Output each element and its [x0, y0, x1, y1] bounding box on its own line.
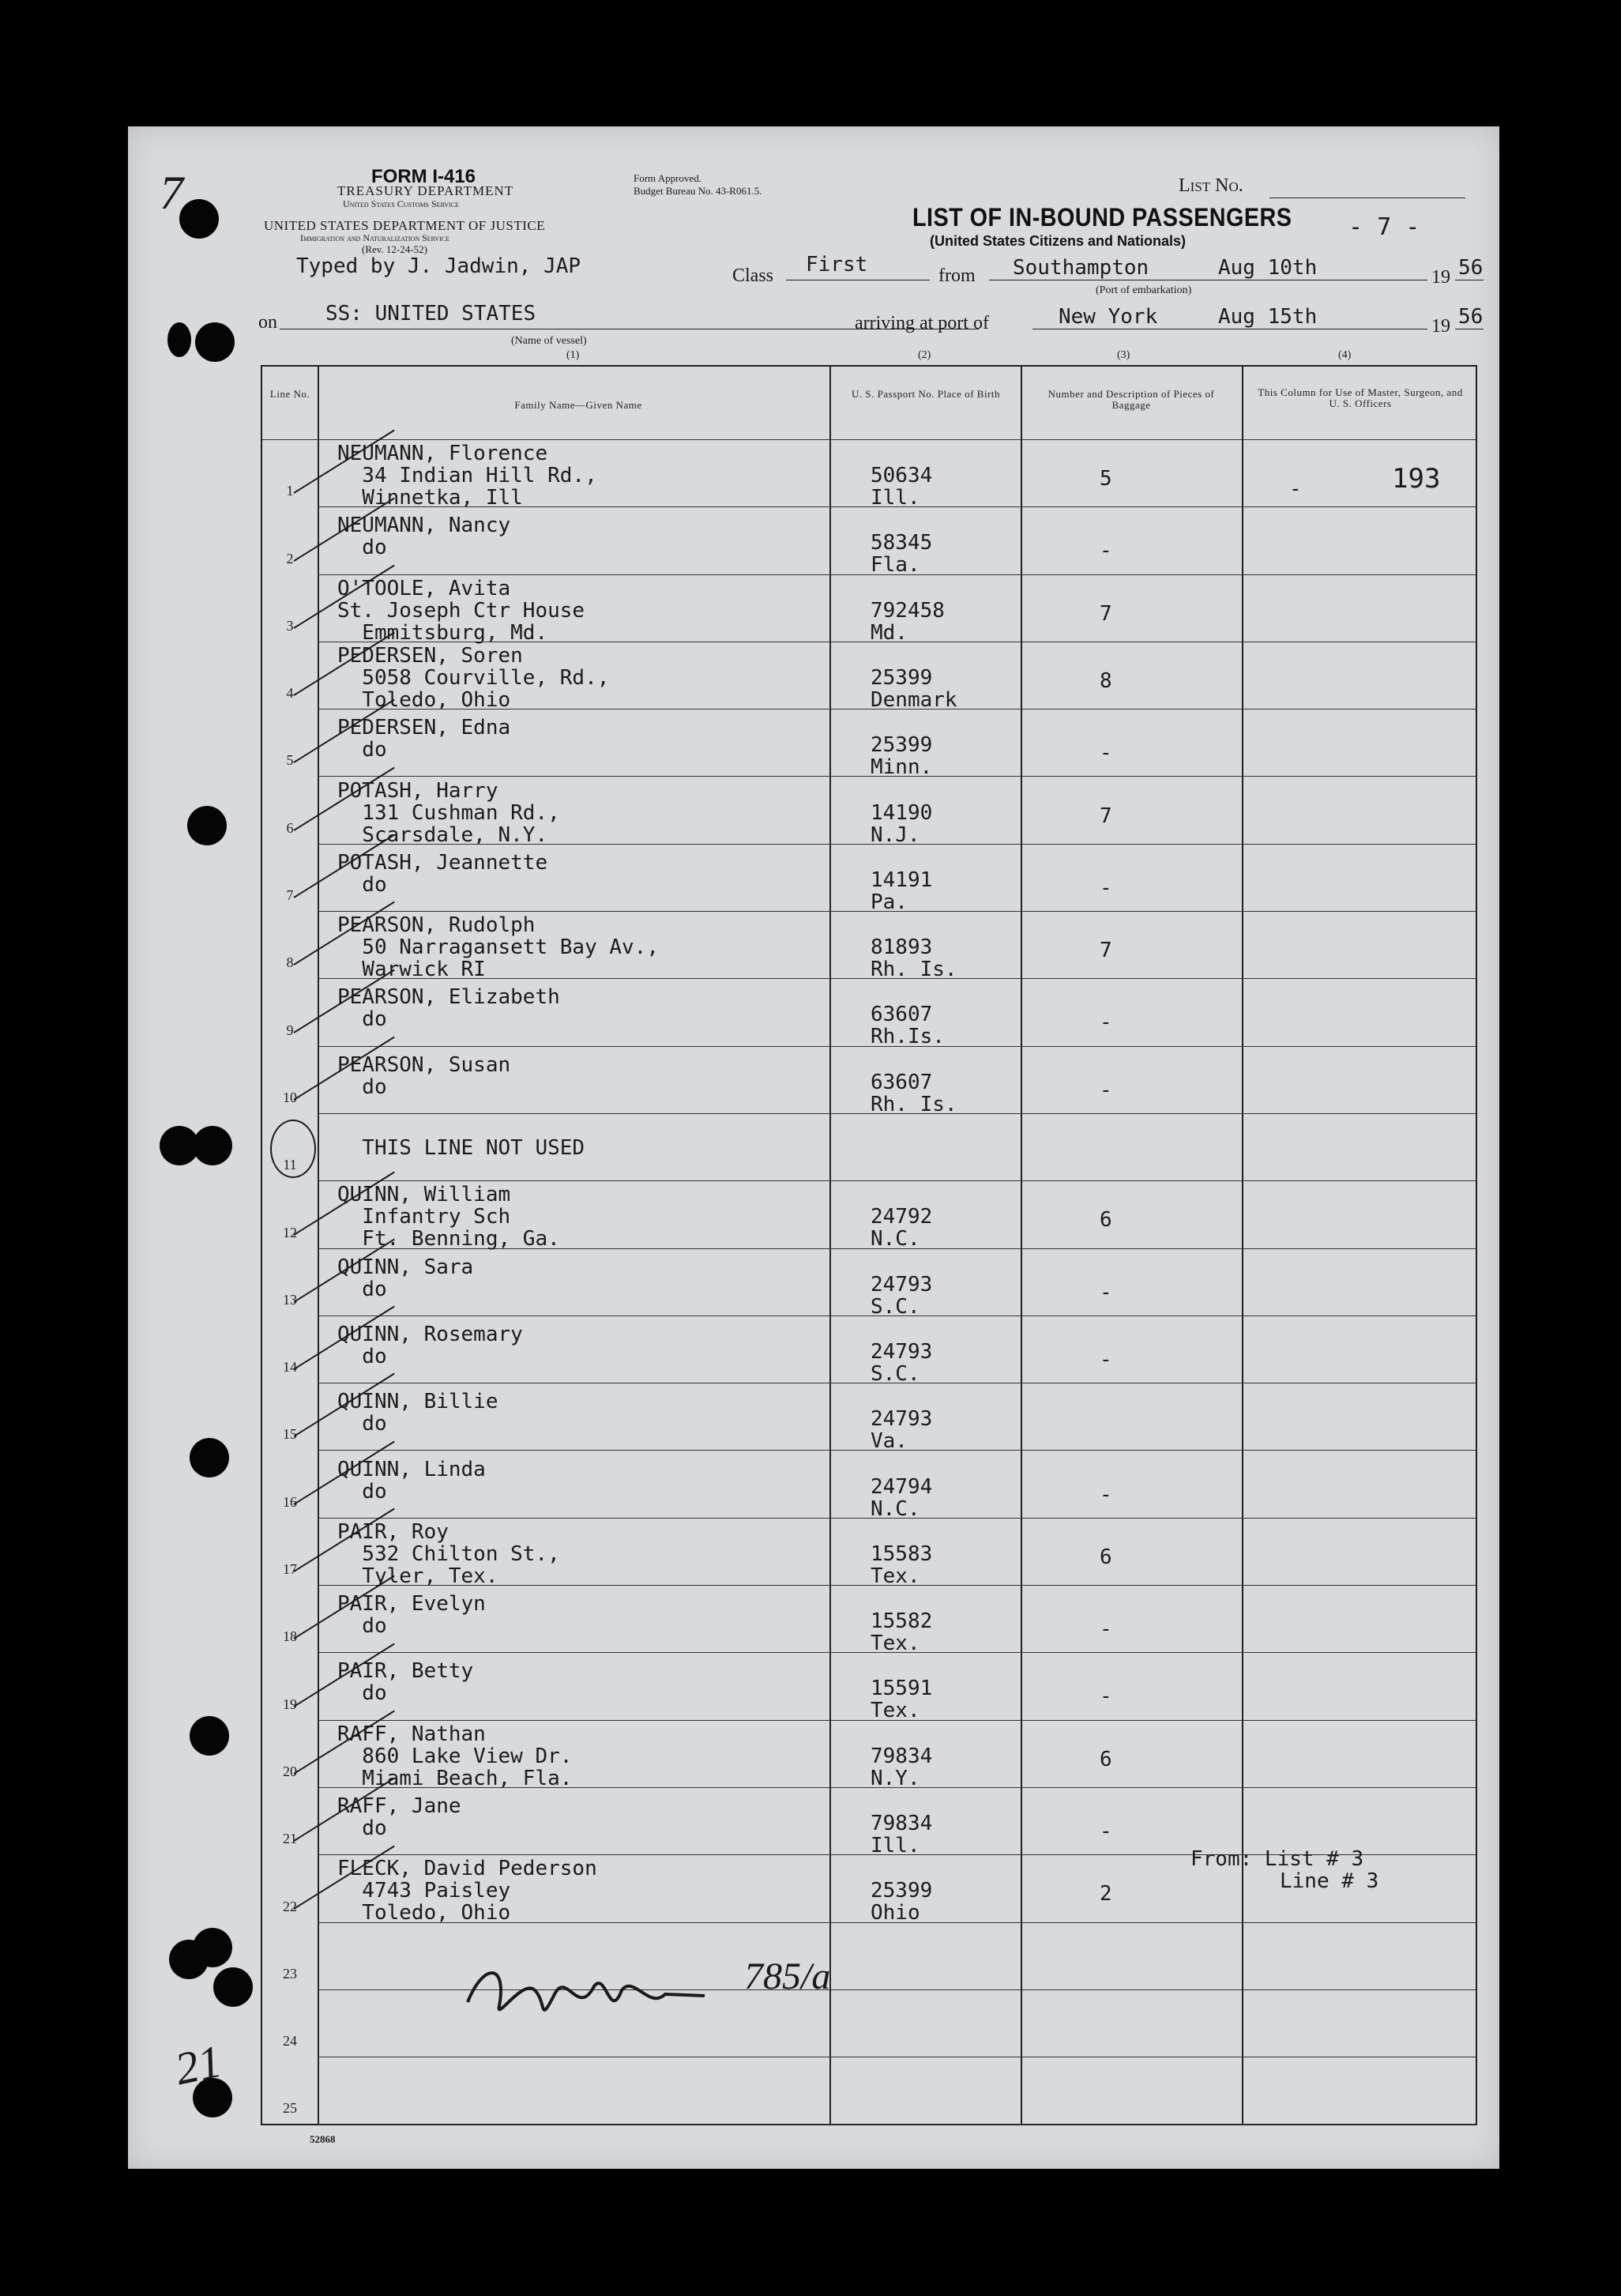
table-row [262, 1113, 1476, 1180]
passenger-address: do [337, 1344, 387, 1368]
passenger-name: PAIR, Betty [337, 1659, 474, 1684]
page-marker: - 7 - [1348, 213, 1420, 241]
passenger-name: THIS LINE NOT USED [337, 1136, 585, 1160]
col-num-2: (2) [918, 349, 931, 361]
line-number: 19 [283, 1696, 297, 1712]
passport-number: 25399 [871, 665, 933, 690]
baggage-count: 6 [1100, 1208, 1112, 1233]
vessel-caption: (Name of vessel) [511, 335, 587, 347]
baggage-count: - [1100, 875, 1112, 900]
passenger-address: Miami Beach, Fla. [337, 1766, 573, 1790]
place-of-birth: Ill. [871, 486, 920, 510]
place-of-birth: Md. [871, 620, 908, 645]
passport-number: 25399 [871, 1879, 933, 1903]
form-id: FORM I-416 [371, 166, 476, 187]
passenger-name: QUINN, William [337, 1183, 511, 1207]
passenger-name: PEARSON, Rudolph [337, 913, 536, 938]
passenger-address: Toledo, Ohio [337, 1901, 511, 1925]
passenger-address: Scarsdale, N.Y. [337, 822, 548, 847]
year-prefix: 19 [1431, 267, 1450, 288]
passenger-name: RAFF, Jane [337, 1794, 461, 1818]
baggage-count: 6 [1100, 1747, 1112, 1771]
place-of-birth: Ill. [871, 1834, 920, 1858]
passport-number: 79834 [871, 1744, 933, 1768]
line-number: 7 [286, 887, 294, 904]
passenger-name: NEUMANN, Florence [337, 442, 548, 465]
baggage-count: 7 [1100, 601, 1112, 626]
dept-treasury-sub: United States Customs Service [343, 198, 459, 209]
passenger-address: Ft. Benning, Ga. [337, 1227, 560, 1252]
header-officers: This Column for Use of Master, Surgeon, and U. S. Officers [1258, 386, 1463, 409]
dept-treasury: TREASURY DEPARTMENT [337, 183, 514, 198]
passenger-address: do [337, 1277, 387, 1301]
passenger-address: Toledo, Ohio [337, 687, 511, 712]
line-number: 10 [283, 1089, 297, 1105]
baggage-count: - [1100, 1684, 1112, 1709]
passenger-address: Warwick RI [337, 958, 486, 982]
passenger-name: FLECK, David Pederson [337, 1857, 597, 1881]
on-label: on [258, 312, 277, 333]
passport-number: 24793 [871, 1407, 933, 1432]
line-number: 12 [283, 1224, 297, 1240]
passport-number: 14190 [871, 800, 933, 825]
place-of-birth: Tex. [871, 1632, 920, 1656]
baggage-count: - [1100, 1617, 1112, 1642]
arrival-port: New York [1059, 305, 1158, 329]
passenger-address: do [337, 1075, 387, 1099]
signature-scribble [460, 1947, 902, 2034]
row-rule [318, 2124, 1476, 2125]
embarkation-date: Aug 10th [1218, 256, 1318, 280]
passport-number: 50634 [871, 464, 933, 487]
line-number: 23 [283, 1965, 297, 1982]
page-title: LIST OF IN-BOUND PASSENGERS [912, 203, 1292, 231]
passenger-name: PEARSON, Susan [337, 1052, 511, 1077]
budget-bureau-no: Budget Bureau No. 43-R061.5. [634, 185, 762, 197]
baggage-count: - [1100, 1011, 1112, 1035]
port-embarkation-caption: (Port of embarkation) [1096, 284, 1192, 296]
passenger-name: PEDERSEN, Soren [337, 643, 523, 668]
passenger-address: 532 Chilton St., [337, 1541, 560, 1566]
place-of-birth: Denmark [871, 687, 957, 712]
line-number: 16 [283, 1493, 297, 1510]
baggage-count: - [1100, 1347, 1112, 1372]
class-value: First [806, 253, 868, 277]
passenger-address: 131 Cushman Rd., [337, 800, 560, 825]
passenger-address: Winnetka, Ill [337, 486, 523, 510]
place-of-birth: N.J. [871, 822, 920, 847]
table-row [262, 1652, 1476, 1723]
place-of-birth: Fla. [871, 553, 920, 578]
arrival-date: Aug 15th [1218, 305, 1318, 329]
binder-hole [190, 1716, 229, 1756]
passport-number: 58345 [871, 531, 933, 555]
table-row [262, 1720, 1476, 1790]
line-number: 25 [283, 2100, 297, 2117]
table-row [262, 1787, 1476, 1858]
table-row [262, 709, 1476, 780]
line-number: 22 [283, 1898, 297, 1914]
corner-handwritten-mark: 7 [160, 167, 183, 219]
header-baggage: Number and Description of Pieces of Baggage [1047, 388, 1215, 411]
list-no-field[interactable] [1269, 175, 1465, 198]
place-of-birth: Pa. [871, 890, 908, 914]
place-of-birth: N.C. [871, 1227, 920, 1252]
place-of-birth: S.C. [871, 1294, 920, 1319]
binder-hole [195, 322, 235, 362]
passenger-name: POTASH, Harry [337, 778, 498, 803]
baggage-count: 6 [1100, 1545, 1112, 1569]
signature-fraction: 785/a [744, 1955, 831, 1997]
binder-hole [193, 1126, 232, 1165]
place-of-birth: Va. [871, 1429, 908, 1454]
line-number: 9 [286, 1022, 294, 1038]
binder-hole [187, 806, 227, 845]
year-value-arrival: 56 [1458, 305, 1484, 329]
line-number: 6 [286, 819, 294, 836]
table-row [262, 911, 1476, 982]
officer-number: 193 [1392, 463, 1441, 495]
table-row [262, 1046, 1476, 1116]
table-row [262, 1315, 1476, 1386]
baggage-count: 7 [1100, 804, 1112, 828]
passport-number: 792458 [871, 598, 945, 623]
passenger-address: 34 Indian Hill Rd., [337, 464, 597, 487]
passenger-name: QUINN, Linda [337, 1457, 486, 1481]
passenger-table [261, 365, 1477, 2125]
passenger-address: do [337, 1681, 387, 1706]
passport-number: 25399 [871, 733, 933, 758]
baggage-count: - [1100, 1280, 1112, 1304]
passenger-address: Infantry Sch [337, 1205, 511, 1229]
typed-by: Typed by J. Jadwin, JAP [296, 254, 581, 278]
line-number: 4 [286, 685, 294, 702]
line-number: 2 [286, 550, 294, 566]
line-number: 1 [286, 483, 294, 499]
baggage-count: - [1100, 741, 1112, 766]
passport-number: 79834 [871, 1812, 933, 1835]
line-number: 5 [286, 752, 294, 769]
passenger-name: QUINN, Billie [337, 1390, 498, 1414]
baggage-count: 2 [1100, 1882, 1112, 1906]
place-of-birth: Rh. Is. [871, 1092, 957, 1116]
passenger-address: do [337, 738, 387, 762]
table-row [262, 1248, 1476, 1319]
passport-number: 15583 [871, 1541, 933, 1566]
passport-number: 63607 [871, 1003, 933, 1027]
line-number: 14 [283, 1359, 297, 1376]
line-number: 8 [286, 954, 294, 971]
year-value: 56 [1458, 256, 1484, 280]
revision-date: (Rev. 12-24-52) [362, 243, 427, 255]
line-number: 20 [283, 1763, 297, 1779]
table-row [262, 2057, 1476, 2124]
place-of-birth: Rh.Is. [871, 1025, 945, 1049]
margin-handwritten-note: 21 [170, 2034, 227, 2095]
passenger-address: 50 Narragansett Bay Av., [337, 935, 659, 960]
passenger-address: Tyler, Tex. [337, 1564, 498, 1588]
line-number: 18 [283, 1628, 297, 1645]
place-of-birth: N.C. [871, 1496, 920, 1521]
passenger-address: 860 Lake View Dr. [337, 1744, 573, 1768]
table-row [262, 844, 1476, 914]
baggage-count: - [1100, 1482, 1112, 1507]
year-prefix-arrival: 19 [1431, 316, 1450, 337]
line-number: 13 [283, 1291, 297, 1308]
table-row [262, 777, 1476, 847]
passenger-address: do [337, 872, 387, 897]
page-subtitle: (United States Citizens and Nationals) [930, 233, 1187, 249]
binder-hole [190, 1438, 229, 1477]
passenger-address: do [337, 1614, 387, 1639]
table-row [262, 1518, 1476, 1588]
passenger-address: do [337, 1007, 387, 1032]
passenger-name: PEARSON, Elizabeth [337, 985, 560, 1010]
passport-number: 14191 [871, 868, 933, 892]
header-line-no: Line No. [269, 388, 310, 400]
passenger-name: RAFF, Nathan [337, 1722, 486, 1746]
table-row [262, 1585, 1476, 1656]
place-of-birth: Tex. [871, 1564, 920, 1588]
col-num-1: (1) [566, 349, 580, 361]
line-number: 15 [283, 1426, 297, 1443]
passenger-address: 4743 Paisley [337, 1879, 511, 1903]
from-line-note: Line # 3 [1280, 1869, 1379, 1893]
table-row [262, 1180, 1476, 1252]
class-label: Class [732, 265, 774, 286]
line-number: 17 [283, 1561, 297, 1578]
officer-dash: - [1289, 477, 1302, 501]
dept-justice-sub: Immigration and Naturalization Service [300, 232, 450, 243]
passport-number: 24793 [871, 1272, 933, 1297]
from-list-note: From: List # 3 [1190, 1847, 1364, 1871]
header-name: Family Name—Given Name [514, 399, 642, 411]
passenger-address: 5058 Courville, Rd., [337, 665, 610, 690]
passport-number: 24793 [871, 1339, 933, 1364]
binder-hole [169, 1940, 209, 1979]
footer-code: 52868 [310, 2133, 336, 2145]
embarkation-port: Southampton [1013, 256, 1149, 280]
table-row [262, 506, 1476, 578]
from-label: from [938, 265, 976, 286]
vessel-name: SS: UNITED STATES [325, 302, 536, 326]
col-num-4: (4) [1338, 349, 1352, 361]
binder-hole [213, 1967, 253, 2007]
passenger-name: POTASH, Jeannette [337, 850, 548, 875]
passenger-address: do [337, 536, 387, 560]
place-of-birth: Rh. Is. [871, 958, 957, 982]
passport-number: 24792 [871, 1205, 933, 1229]
passenger-name: PEDERSEN, Edna [337, 716, 511, 740]
dept-justice: UNITED STATES DEPARTMENT OF JUSTICE [264, 218, 546, 233]
passport-number: 24794 [871, 1474, 933, 1499]
form-approved: Form Approved. [634, 172, 701, 184]
passenger-name: NEUMANN, Nancy [337, 514, 511, 538]
circled-line-number [270, 1120, 316, 1178]
place-of-birth: Ohio [871, 1901, 920, 1925]
table-row [262, 1451, 1476, 1521]
table-row [262, 574, 1476, 645]
header-passport: U. S. Passport No. Place of Birth [851, 388, 1001, 400]
passenger-address: do [337, 1479, 387, 1504]
passport-number: 63607 [871, 1070, 933, 1094]
place-of-birth: N.Y. [871, 1766, 920, 1790]
arriving-label: arriving at port of [855, 313, 989, 333]
baggage-count: - [1100, 1078, 1112, 1102]
passenger-address: Emmitsburg, Md. [337, 620, 548, 645]
passenger-name: PAIR, Roy [337, 1519, 449, 1544]
place-of-birth: Tex. [871, 1699, 920, 1723]
line-number: 3 [286, 617, 294, 634]
baggage-count: 7 [1100, 939, 1112, 963]
passenger-name: PAIR, Evelyn [337, 1592, 486, 1617]
table-row [262, 642, 1476, 712]
list-no-label: List No. [1179, 175, 1243, 196]
passenger-address: St. Joseph Ctr House [337, 598, 585, 623]
place-of-birth: Minn. [871, 755, 933, 780]
line-number: 11 [283, 1157, 297, 1173]
passport-number: 15591 [871, 1677, 933, 1701]
place-of-birth: S.C. [871, 1361, 920, 1386]
table-row [262, 1383, 1476, 1454]
baggage-count: 8 [1100, 668, 1112, 693]
passenger-address: do [337, 1412, 387, 1436]
baggage-count: - [1100, 1820, 1112, 1843]
binder-hole [167, 322, 191, 357]
passport-number: 15582 [871, 1609, 933, 1634]
passenger-address: do [337, 1816, 387, 1840]
passenger-name: QUINN, Rosemary [337, 1322, 523, 1346]
baggage-count: 5 [1100, 467, 1112, 491]
binder-hole [179, 199, 219, 239]
baggage-count: - [1100, 539, 1112, 563]
line-number: 24 [283, 2033, 297, 2049]
col-num-3: (3) [1117, 349, 1130, 361]
passenger-name: QUINN, Sara [337, 1255, 474, 1279]
line-number: 21 [283, 1831, 297, 1847]
table-row [262, 978, 1476, 1049]
passport-number: 81893 [871, 935, 933, 960]
passenger-name: O'TOOLE, Avita [337, 576, 511, 600]
